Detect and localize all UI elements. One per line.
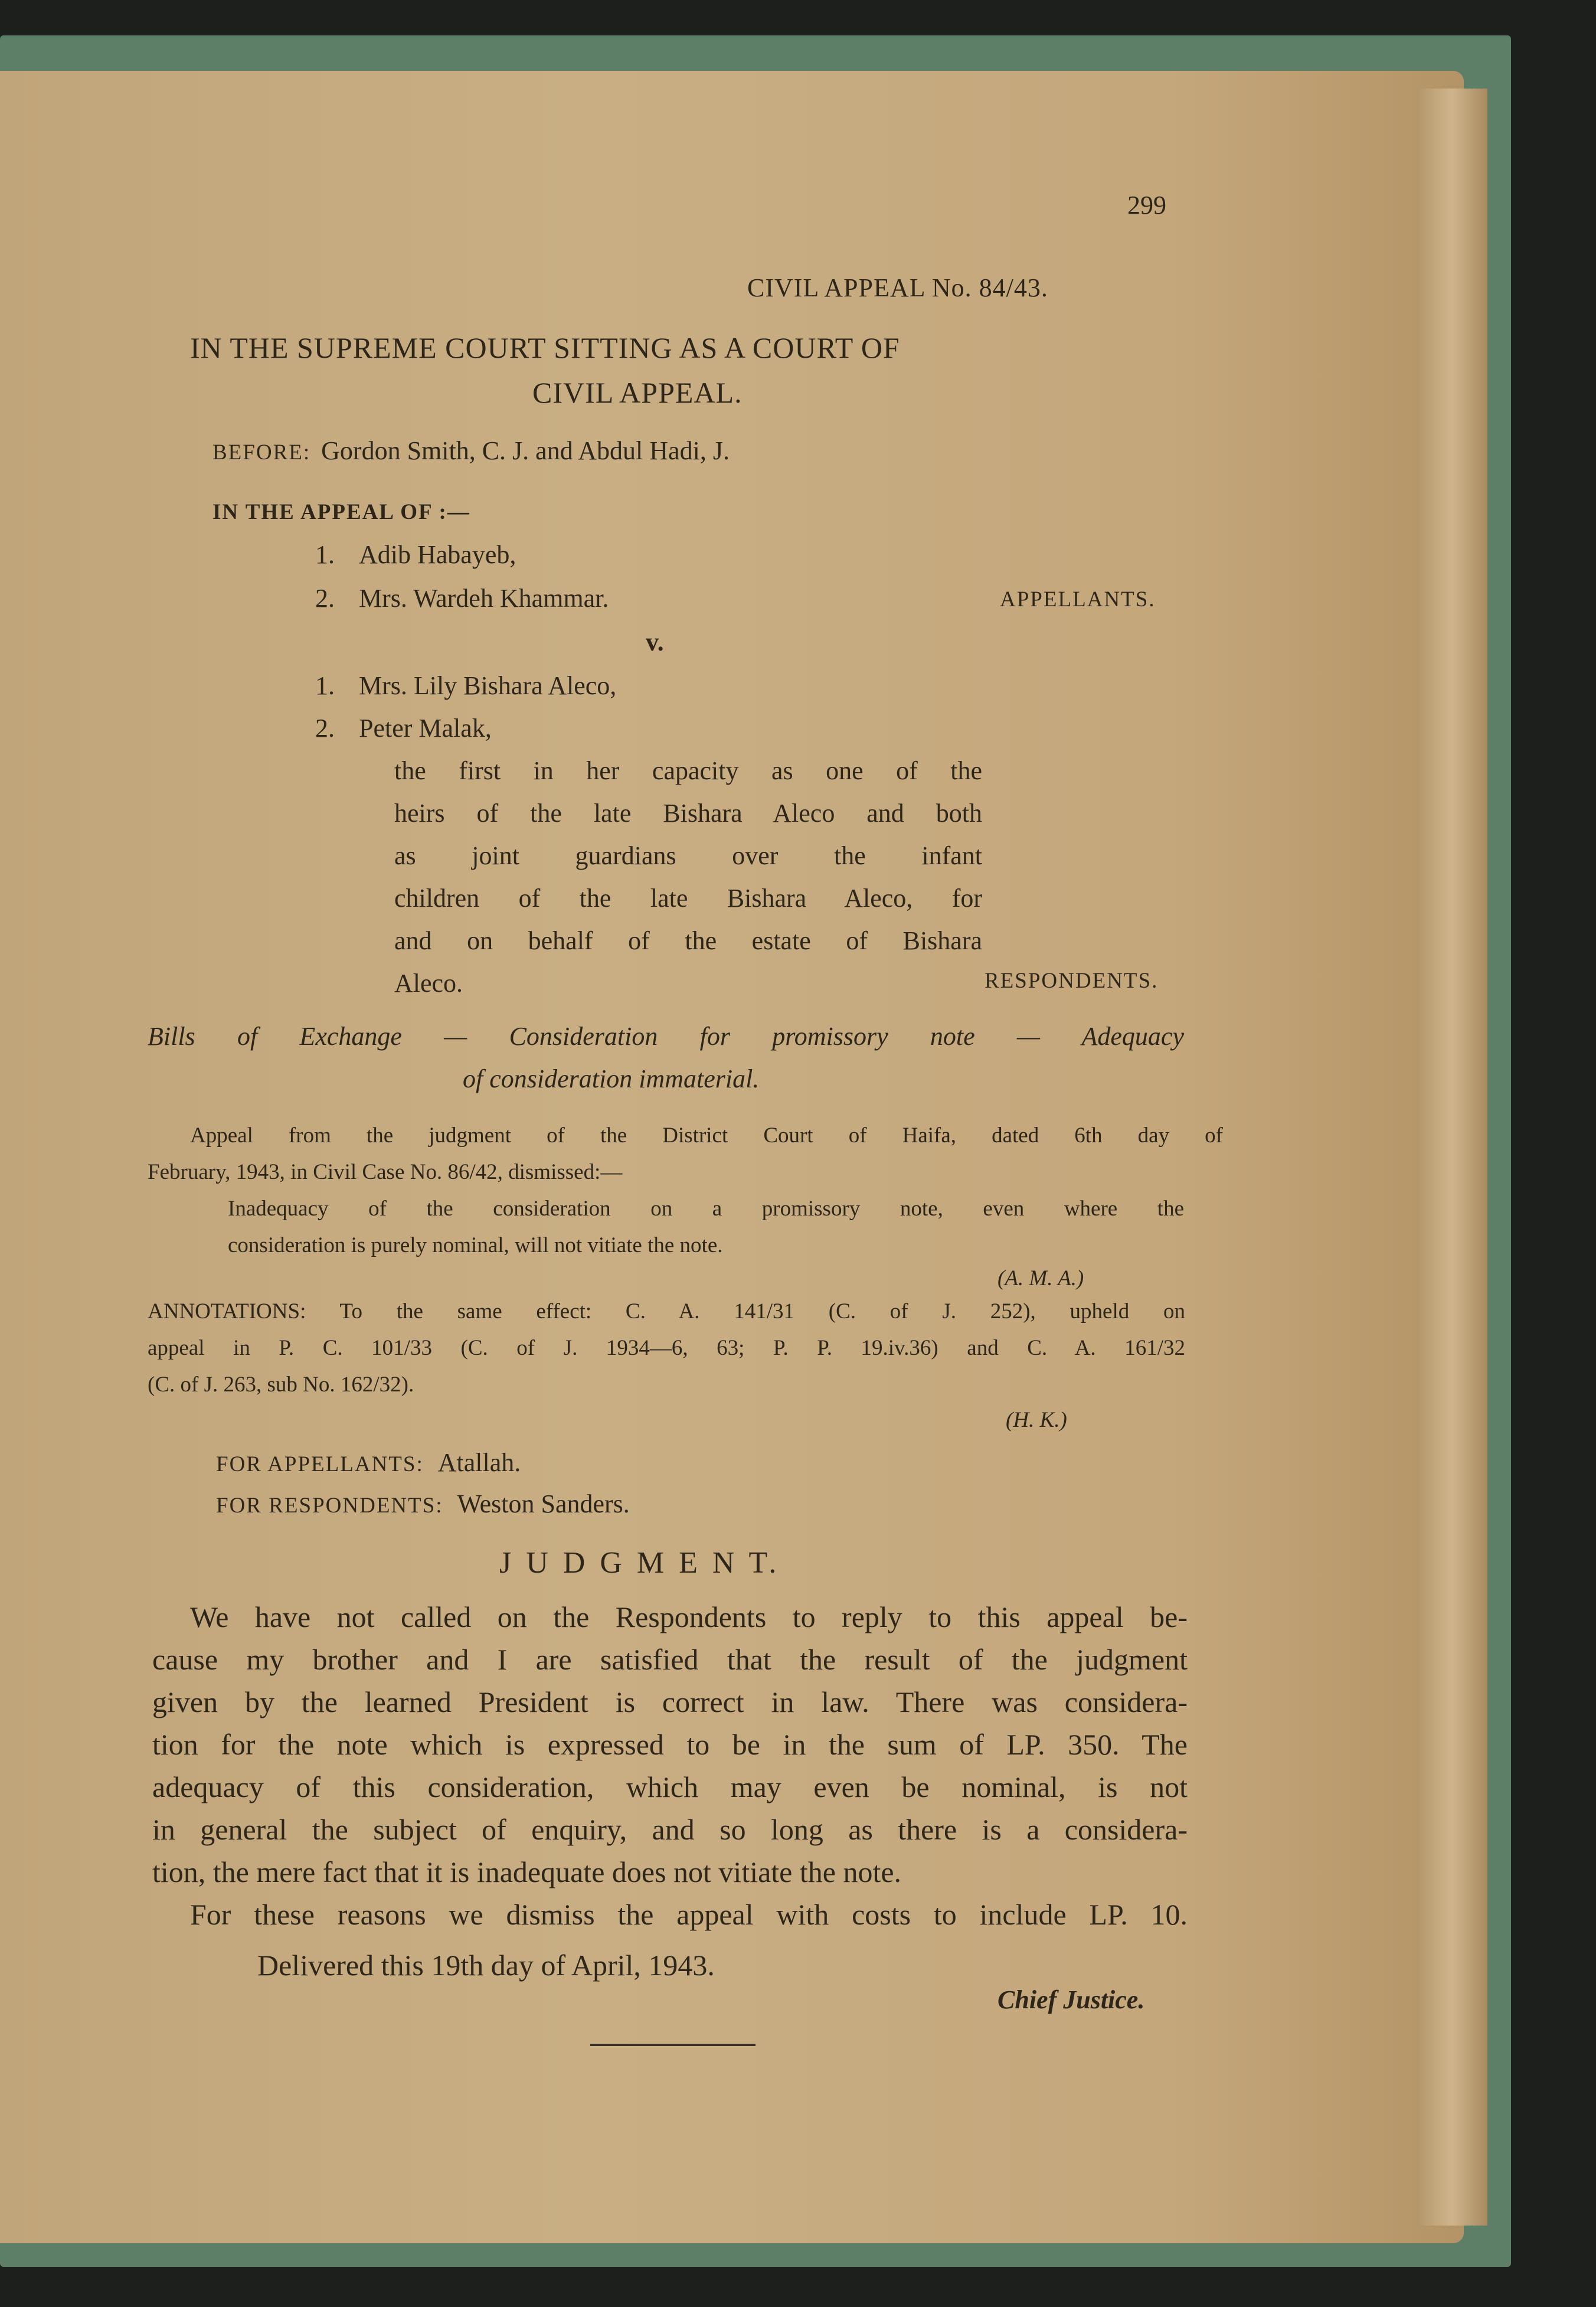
respondent-description-line: children of the late Bishara Aleco, for [394, 884, 982, 913]
respondent-description-line: the first in her capacity as one of the [394, 756, 982, 785]
appellant-2 [315, 583, 609, 613]
respondent-description-line: heirs of the late Bishara Aleco and both [394, 799, 982, 828]
counsel-appellants-name: Atallah. [437, 1448, 521, 1477]
respondent-2-name: Peter Malak, [359, 714, 492, 743]
headnote-line1: Bills of Exchange — Consideration for promissory note — Adequacy [148, 1022, 1184, 1051]
appeal-from-line1: Appeal from the judgment of the District Court of Haifa, dated 6th day of [190, 1123, 1223, 1148]
appellant-1-name: Adib Habayeb, [359, 540, 516, 569]
respondent-2-number: 2. [315, 714, 335, 743]
in-appeal-of-label: IN THE APPEAL OF :— [212, 500, 470, 524]
counsel-respondents [216, 1489, 630, 1519]
appellants-label: APPELLANTS. [1000, 587, 1156, 612]
court-heading-line2: CIVIL APPEAL. [532, 376, 743, 409]
respondent-description-line: Aleco. [394, 969, 463, 998]
appellant-1-number: 1. [315, 540, 335, 569]
held-initials: (A. M. A.) [997, 1266, 1084, 1290]
signature: Chief Justice. [997, 1985, 1145, 2014]
annotations-line3: (C. of J. 263, sub No. 162/32). [148, 1373, 414, 1397]
respondent-1-number: 1. [315, 671, 335, 700]
held-line1: Inadequacy of the consideration on a promissory note, even where the [228, 1197, 1184, 1221]
headnote-line2: of consideration immaterial. [463, 1064, 760, 1093]
court-heading-line1: IN THE SUPREME COURT SITTING AS A COURT OF [190, 331, 900, 364]
case-number: CIVIL APPEAL No. 84/43. [747, 273, 1048, 302]
judgment-line: We have not called on the Respondents to reply to this appeal be- [190, 1600, 1188, 1633]
respondent-description-line: and on behalf of the estate of Bishara [394, 926, 982, 955]
delivered-line: Delivered this 19th day of April, 1943. [257, 1949, 715, 1982]
page-number: 299 [1127, 191, 1166, 220]
judgment-line: given by the learned President is correct in law. There was considera- [152, 1685, 1188, 1718]
judgment-line: in general the subject of enquiry, and so long as there is a considera- [152, 1813, 1188, 1846]
annotations-line1: ANNOTATIONS: To the same effect: C. A. 141/31 (C. of J. 252), upheld on [148, 1299, 1185, 1324]
end-rule [590, 2044, 756, 2046]
before-judges: Gordon Smith, C. J. and Abdul Hadi, J. [321, 436, 730, 465]
appellant-2-name: Mrs. Wardeh Khammar. [359, 584, 609, 613]
judgment-line: cause my brother and I are satisfied that the result of the judgment [152, 1643, 1188, 1676]
counsel-appellants [216, 1447, 521, 1478]
counsel-respondents-name: Weston Sanders. [457, 1489, 630, 1518]
appeal-from-line2: February, 1943, in Civil Case No. 86/42, dismissed:— [148, 1160, 623, 1184]
versus: v. [646, 628, 664, 656]
annotations-initials: (H. K.) [1006, 1408, 1067, 1432]
respondent-1-name: Mrs. Lily Bishara Aleco, [359, 671, 617, 700]
judgment-line: For these reasons we dismiss the appeal with costs to include LP. 10. [190, 1898, 1188, 1931]
respondent-description-line: as joint guardians over the infant [394, 841, 982, 870]
judgment-line: adequacy of this consideration, which may even be nominal, is not [152, 1770, 1188, 1803]
page-edges [1417, 89, 1487, 2226]
before-line [212, 436, 730, 466]
respondents-label: RESPONDENTS. [985, 969, 1159, 993]
judgment-heading: J U D G M E N T. [499, 1546, 780, 1580]
appellant-2-number: 2. [315, 584, 335, 613]
judgment-line: tion for the note which is expressed to be in the sum of LP. 350. The [152, 1728, 1188, 1761]
before-label: BEFORE: [212, 440, 311, 465]
judgment-line: tion, the mere fact that it is inadequate does not vitiate the note. [152, 1855, 902, 1888]
respondent-1 [315, 671, 616, 701]
counsel-appellants-label: FOR APPELLANTS: [216, 1452, 424, 1476]
respondent-2 [315, 713, 492, 743]
appellant-1 [315, 540, 516, 570]
held-line2: consideration is purely nominal, will not vitiate the note. [228, 1233, 723, 1257]
counsel-respondents-label: FOR RESPONDENTS: [216, 1494, 443, 1518]
annotations-line2: appeal in P. C. 101/33 (C. of J. 1934—6, 63; P. P. 19.iv.36) and C. A. 161/32 [148, 1336, 1185, 1360]
